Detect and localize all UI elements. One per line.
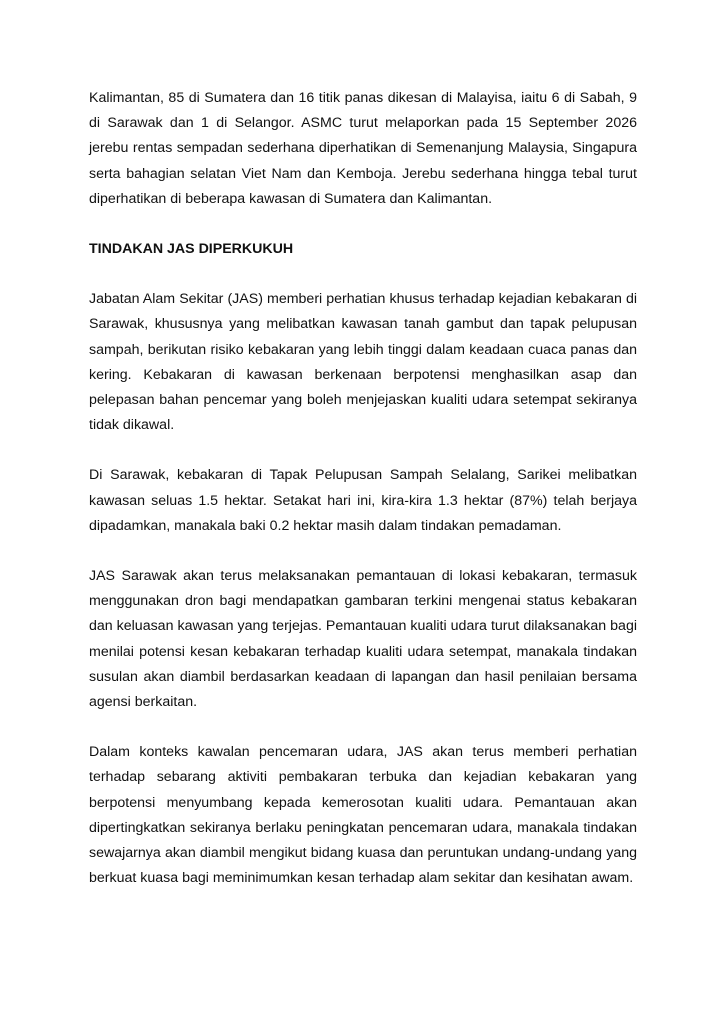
paragraph-jas-attention: Jabatan Alam Sekitar (JAS) memberi perhatian khusus terhadap kejadian kebakaran di Sarawak, khususnya yang melibatkan kawasan tanah gambut dan tapak pelupusan sampah, berikutan risiko kebakaran yang lebih tinggi dalam keadaan cuaca panas dan kering. Kebakaran di kawasan berkenaan berpotensi menghasilkan asap dan pelepasan bahan pencemar yang boleh menjejaskan kualiti udara setempat sekiranya tidak dikawal. bbox=[89, 291, 637, 434]
paragraph-pollution-control: Dalam konteks kawalan pencemaran udara, JAS akan terus memberi perhatian terhadap sebarang aktiviti pembakaran terbuka dan kejadian kebakaran yang berpotensi menyumbang kepada kemerosotan kualiti udara. Pemantauan akan dipertingkatkan sekiranya berlaku peningkatan pencemaran udara, manakala tindakan sewajarnya akan diambil mengikut bidang kuasa dan peruntukan undang-undang yang berkuat kuasa bagi meminimumkan kesan terhadap alam sekitar dan kesihatan awam. bbox=[89, 744, 637, 887]
section-heading: TINDAKAN JAS DIPERKUKUH bbox=[89, 241, 294, 258]
document-page bbox=[89, 86, 637, 916]
paragraph-monitoring: JAS Sarawak akan terus melaksanakan pemantauan di lokasi kebakaran, termasuk menggunakan dron bagi mendapatkan gambaran terkini mengenai status kebakaran dan keluasan kawasan yang terjejas. Pemantauan kualiti udara turut dilaksanakan bagi menilai potensi kesan kebakaran terhadap kualiti udara setempat, manakala tindakan susulan akan diambil berdasarkan keadaan di lapangan dan hasil penilaian bersama agensi berkaitan. bbox=[89, 568, 637, 711]
paragraph-hotspots: Kalimantan, 85 di Sumatera dan 16 titik panas dikesan di Malayisa, iaitu 6 di Sabah, 9 di Sarawak dan 1 di Selangor. ASMC turut melaporkan pada 15 September 2026 jerebu rentas sempadan sederhana diperhatikan di Semenanjung Malaysia, Singapura serta bahagian selatan Viet Nam dan Kemboja. Jerebu sederhana hingga tebal turut diperhatikan di beberapa kawasan di Sumatera dan Kalimantan. bbox=[89, 90, 637, 207]
paragraph-sarawak-fire: Di Sarawak, kebakaran di Tapak Pelupusan Sampah Selalang, Sarikei melibatkan kawasan seluas 1.5 hektar. Setakat hari ini, kira-kira 1.3 hektar (87%) telah berjaya dipadamkan, manakala baki 0.2 hektar masih dalam tindakan pemadaman. bbox=[89, 467, 637, 534]
